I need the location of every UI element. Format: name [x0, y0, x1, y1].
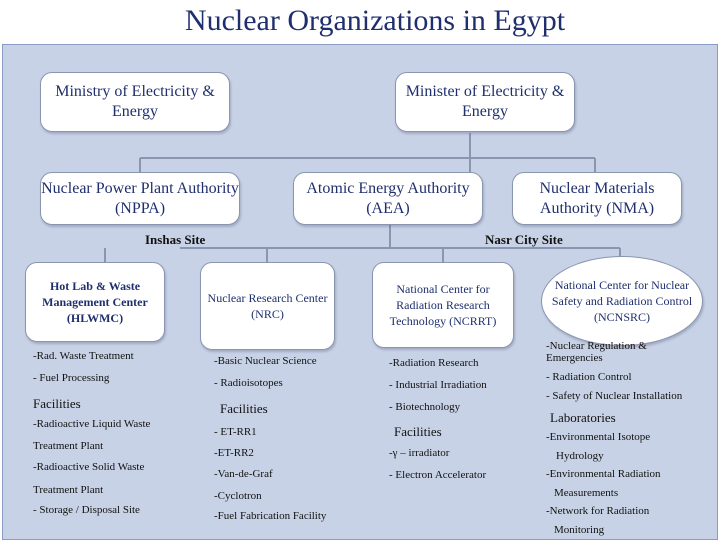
- list-item: - Radioisotopes: [214, 377, 283, 389]
- list-item: -Radioactive Solid Waste: [33, 461, 145, 473]
- list-item: - ET-RR1: [214, 426, 257, 438]
- ncrrt-box: [372, 262, 514, 348]
- list-item: -Basic Nuclear Science: [214, 355, 317, 367]
- section-heading: Facilities: [394, 424, 442, 439]
- hlwmc-box: [25, 262, 165, 342]
- section-heading: Facilities: [220, 401, 268, 416]
- list-item: -Fuel Fabrication Facility: [214, 510, 327, 522]
- list-item: -ET-RR2: [214, 447, 254, 459]
- list-item: -γ – irradiator: [389, 447, 450, 459]
- minister-box: [395, 72, 575, 132]
- list-item: - Storage / Disposal Site: [33, 504, 140, 516]
- section-heading: Facilities: [33, 396, 81, 411]
- aea-label: Atomic Energy Authority (AEA): [306, 179, 470, 217]
- nppa-box: [40, 172, 240, 225]
- list-item: -Environmental Radiation: [546, 468, 661, 480]
- ministry-label: Ministry of Electricity & Energy: [55, 83, 215, 120]
- list-item: -Environmental Isotope: [546, 431, 651, 443]
- list-item: Treatment Plant: [33, 440, 104, 452]
- list-item: - Biotechnology: [389, 401, 461, 413]
- list-item: -Cyclotron: [214, 490, 262, 502]
- list-item: - Electron Accelerator: [389, 469, 487, 481]
- list-item: -Radioactive Liquid Waste: [33, 418, 151, 430]
- hlwmc-label: Hot Lab & Waste Management Center (HLWMC): [42, 279, 148, 325]
- list-item: -Radiation Research: [389, 357, 479, 369]
- nppa-label: Nuclear Power Plant Authority (NPPA): [41, 179, 239, 217]
- aea-box: [293, 172, 483, 225]
- ncnsrc-box: [541, 256, 703, 346]
- list-item: Monitoring: [554, 524, 605, 536]
- ministry-box: [40, 72, 230, 132]
- list-item: -Network for Radiation: [546, 505, 650, 517]
- list-item: - Safety of Nuclear Installation: [546, 390, 683, 402]
- nrc-label: Nuclear Research Center (NRC): [207, 291, 328, 321]
- list-item: Measurements: [554, 487, 619, 499]
- nrc-box: [200, 262, 335, 350]
- nasr-city-site-label: Nasr City Site: [485, 232, 563, 247]
- nma-box: [512, 172, 682, 225]
- list-item: Hydrology: [556, 450, 604, 462]
- nma-label: Nuclear Materials Authority (NMA): [539, 179, 655, 217]
- list-item: -Rad. Waste Treatment: [33, 350, 134, 362]
- ncnsrc-label: National Center for Nuclear Safety and Radiation Control (NCNSRC): [551, 278, 693, 324]
- list-item: -Nuclear Regulation & Emergencies: [546, 340, 647, 364]
- ncrrt-label: National Center for Radiation Research Technology (NCRRT): [389, 282, 497, 328]
- section-heading: Laboratories: [550, 410, 616, 425]
- minister-label: Minister of Electricity & Energy: [405, 83, 565, 120]
- list-item: - Industrial Irradiation: [389, 379, 487, 391]
- list-item: Treatment Plant: [33, 484, 104, 496]
- list-item: - Fuel Processing: [33, 372, 110, 384]
- inshas-site-label: Inshas Site: [145, 232, 206, 247]
- list-item: - Radiation Control: [546, 371, 632, 383]
- page-title: Nuclear Organizations in Egypt: [184, 4, 566, 37]
- list-item: -Van-de-Graf: [214, 468, 273, 480]
